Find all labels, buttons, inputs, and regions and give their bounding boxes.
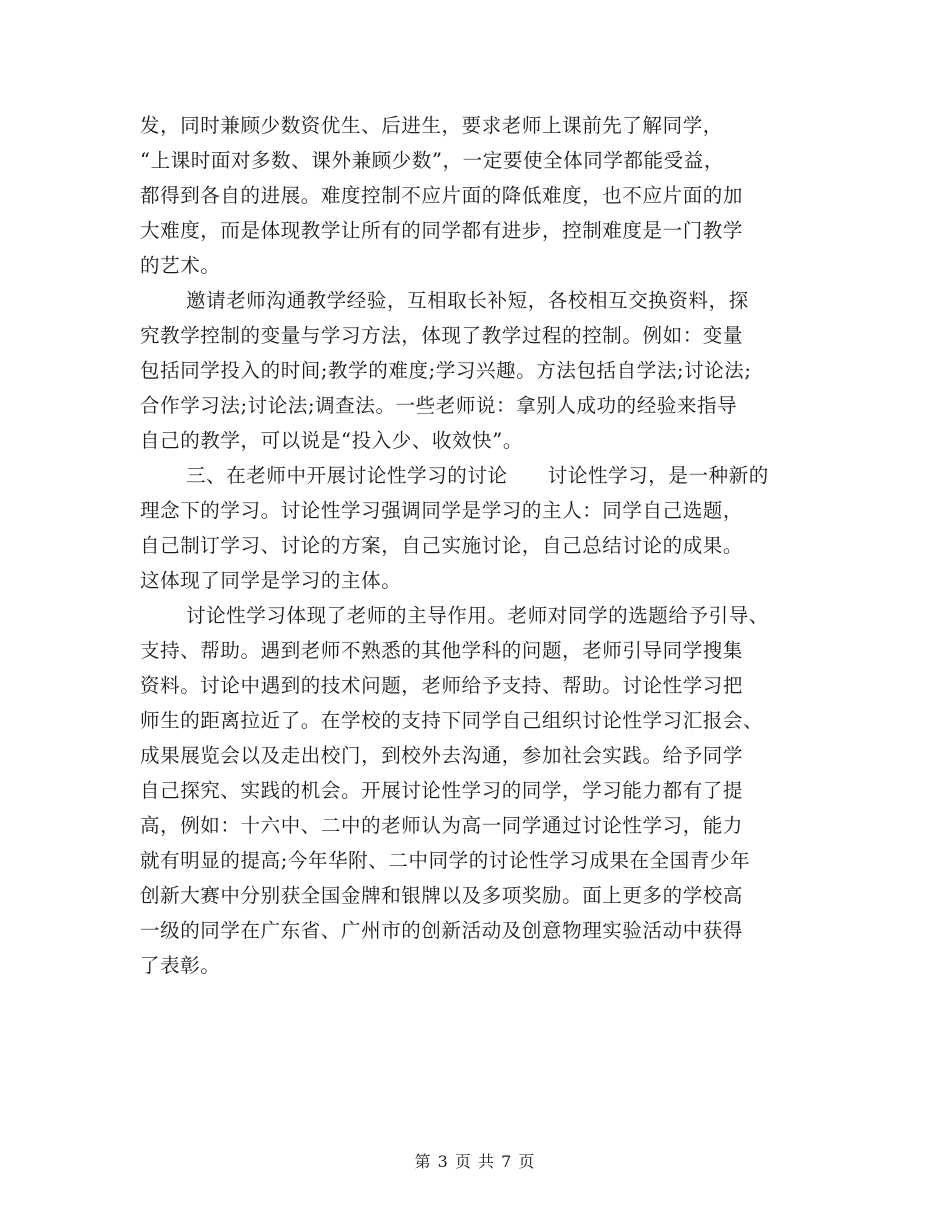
text-line: 资料。讨论中遇到的技术问题，老师给予支持、帮助。讨论性学习把 bbox=[140, 674, 744, 697]
text-line: 自己制订学习、讨论的方案，自己实施讨论，自己总结讨论的成果。 bbox=[140, 534, 744, 557]
text-line: 包括同学投入的时间;教学的难度;学习兴趣。方法包括自学法;讨论法; bbox=[140, 359, 752, 382]
text-line: 自己的教学，可以说是“投入少、收效快”。 bbox=[140, 429, 523, 452]
text-line: 就有明显的提高;今年华附、二中同学的讨论性学习成果在全国青少年 bbox=[140, 849, 751, 872]
text-line: 邀请老师沟通教学经验，互相取长补短，各校相互交换资料，探 bbox=[186, 289, 749, 312]
text-line: “上课时面对多数、课外兼顾少数”，一定要使全体同学都能受益， bbox=[140, 149, 724, 172]
text-line: 讨论性学习体现了老师的主导作用。老师对同学的选题给予引导、 bbox=[186, 604, 769, 627]
text-line: 高，例如：十六中、二中的老师认为高一同学通过讨论性学习，能力 bbox=[140, 814, 744, 837]
text-line: 师生的距离拉近了。在学校的支持下同学自己组织讨论性学习汇报会、 bbox=[140, 709, 764, 732]
body-text bbox=[140, 108, 840, 983]
text-line: 合作学习法;讨论法;调查法。一些老师说：拿别人成功的经验来指导 bbox=[140, 394, 738, 417]
text-line: 这体现了同学是学习的主体。 bbox=[140, 569, 402, 592]
text-line: 一级的同学在广东省、广州市的创新活动及创意物理实验活动中获得 bbox=[140, 919, 744, 942]
page-footer: 第 3 页 共 7 页 bbox=[414, 1152, 536, 1171]
text-line: 理念下的学习。讨论性学习强调同学是学习的主人：同学自己选题， bbox=[140, 499, 744, 522]
text-line: 究教学控制的变量与学习方法，体现了教学过程的控制。例如：变量 bbox=[140, 324, 744, 347]
paragraph-1 bbox=[140, 108, 840, 283]
paragraph-2 bbox=[140, 283, 840, 458]
text-line: 的艺术。 bbox=[140, 254, 221, 277]
text-line: 都得到各自的进展。难度控制不应片面的降低难度，也不应片面的加 bbox=[140, 184, 744, 207]
text-line: 大难度，而是体现教学让所有的同学都有进步，控制难度是一门教学 bbox=[140, 219, 744, 242]
text-line: 自己探究、实践的机会。开展讨论性学习的同学，学习能力都有了提 bbox=[140, 779, 744, 802]
text-line: 成果展览会以及走出校门，到校外去沟通，参加社会实践。给予同学 bbox=[140, 744, 744, 767]
paragraph-3 bbox=[140, 458, 840, 598]
text-line: 发，同时兼顾少数资优生、后进生，要求老师上课前先了解同学， bbox=[140, 114, 723, 137]
text-line: 支持、帮助。遇到老师不熟悉的其他学科的问题，老师引导同学搜集 bbox=[140, 639, 744, 662]
text-line: 三、在老师中开展讨论性学习的讨论 讨论性学习，是一种新的 bbox=[186, 464, 769, 487]
paragraph-4 bbox=[140, 598, 840, 983]
text-line: 了表彰。 bbox=[140, 954, 221, 977]
text-line: 创新大赛中分别获全国金牌和银牌以及多项奖励。面上更多的学校高 bbox=[140, 884, 744, 907]
